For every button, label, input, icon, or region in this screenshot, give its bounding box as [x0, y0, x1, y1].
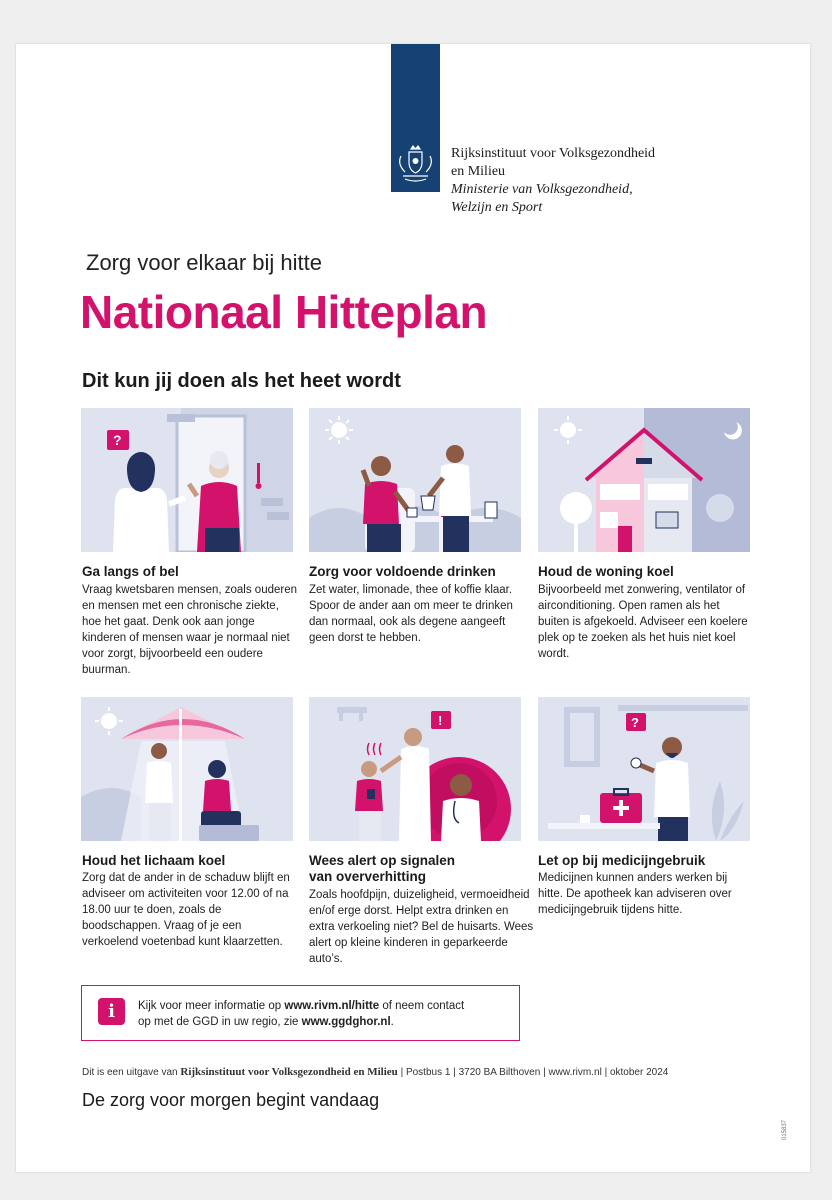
card-title-drinking: Zorg voor voldoende drinken [309, 564, 496, 579]
card-text-medicine: Medicijnen kunnen anders werken bij hitte. De apotheek kan adviseren over medicijngebruik tijdens hitte. [538, 872, 732, 916]
subtitle: Zorg voor elkaar bij hitte [86, 250, 322, 275]
rijksoverheid-logo [391, 44, 440, 192]
org-name-line2: en Milieu [451, 164, 506, 179]
card-text-house: Bijvoorbeeld met zonwering, ventilator of airconditioning. Open ramen als het buiten is afgekoeld. Adviseer een koelere plek op te zoeken als het huis niet koel wordt. [538, 584, 748, 660]
ministry-line2: Welzijn en Sport [451, 200, 543, 215]
ggdghor-link[interactable]: www.ggdghor.nl [301, 1016, 391, 1028]
card-title-signals-line1: Wees alert op signalen [309, 853, 456, 868]
ministry-line1: Ministerie van Volksgezondheid, [451, 182, 633, 197]
rivm-hitte-link[interactable]: www.rivm.nl/hitte [284, 1000, 380, 1012]
card-text-drinking: Zet water, limonade, thee of koffie klaar. Spoor de ander aan om meer te drinken dan normaal, ook als degene aangeeft geen dorst te hebben. [309, 584, 513, 644]
organization-block [451, 145, 655, 217]
card-title-visit: Ga langs of bel [82, 564, 179, 579]
document-code: 015837 [782, 1119, 788, 1140]
org-name-line1: Rijksinstituut voor Volksgezondheid [451, 146, 656, 161]
svg-text:!: ! [438, 713, 443, 728]
info-box [81, 985, 520, 1041]
info-pre1: Kijk voor meer informatie op [138, 1000, 285, 1012]
info-pre2: op met de GGD in uw regio, zie [138, 1016, 302, 1028]
card-title-house: Houd de woning koel [538, 564, 674, 579]
svg-text:?: ? [631, 715, 639, 730]
page-title: Nationaal Hitteplan [80, 286, 488, 338]
colophon-post: | Postbus 1 | 3720 BA Bilthoven | www.rivm.nl | oktober 2024 [397, 1067, 669, 1078]
illustration-medicine [538, 697, 750, 841]
card-title-signals [309, 853, 455, 885]
illustration-house [538, 408, 750, 552]
info-line2 [138, 1014, 464, 1030]
card-title-signals-line2: van oververhitting [309, 869, 427, 884]
illustration-drinking [309, 408, 521, 552]
info-icon: i [98, 998, 125, 1025]
info-line1 [138, 998, 464, 1014]
info-post1: of neem contact [379, 1000, 465, 1012]
colophon [82, 1066, 668, 1078]
section-heading: Dit kun jij doen als het heet wordt [82, 370, 401, 392]
colophon-org: Rijksinstituut voor Volksgezondheid en Milieu [180, 1066, 398, 1078]
info-text [138, 998, 464, 1030]
card-text-signals: Zoals hoofdpijn, duizeligheid, vermoeidheid en/of erge dorst. Helpt extra drinken en extra verkoeling niet? Bel de huisarts. Wees alert op kleine kinderen in geparkeerde auto’s. [309, 889, 534, 965]
card-title-body: Houd het lichaam koel [82, 853, 226, 868]
card-title-medicine: Let op bij medicijngebruik [538, 853, 706, 868]
illustration-overheating [309, 697, 521, 841]
card-text-visit: Vraag kwetsbaren mensen, zoals ouderen en mensen met een chronische ziekte, hoe het gaat. Denk ook aan jonge kinderen of mensen waar je normaal niet voor zorgt, bijvoorbeeld een oudere buurman. [82, 584, 298, 676]
tagline: De zorg voor morgen begint vandaag [82, 1090, 380, 1110]
colophon-pre: Dit is een uitgave van [82, 1067, 181, 1078]
illustration-visit [81, 408, 293, 552]
illustration-shade [81, 697, 293, 841]
svg-text:?: ? [113, 432, 122, 448]
card-text-body: Zorg dat de ander in de schaduw blijft en adviseer om activiteiten voor 12.00 of na 18.00 uur te doen, zoals de boodschappen. Vraag of je een verkoelend voetenbad kunt klaarzetten. [82, 872, 290, 948]
coat-of-arms-icon [395, 144, 436, 184]
info-post2: . [390, 1016, 394, 1028]
